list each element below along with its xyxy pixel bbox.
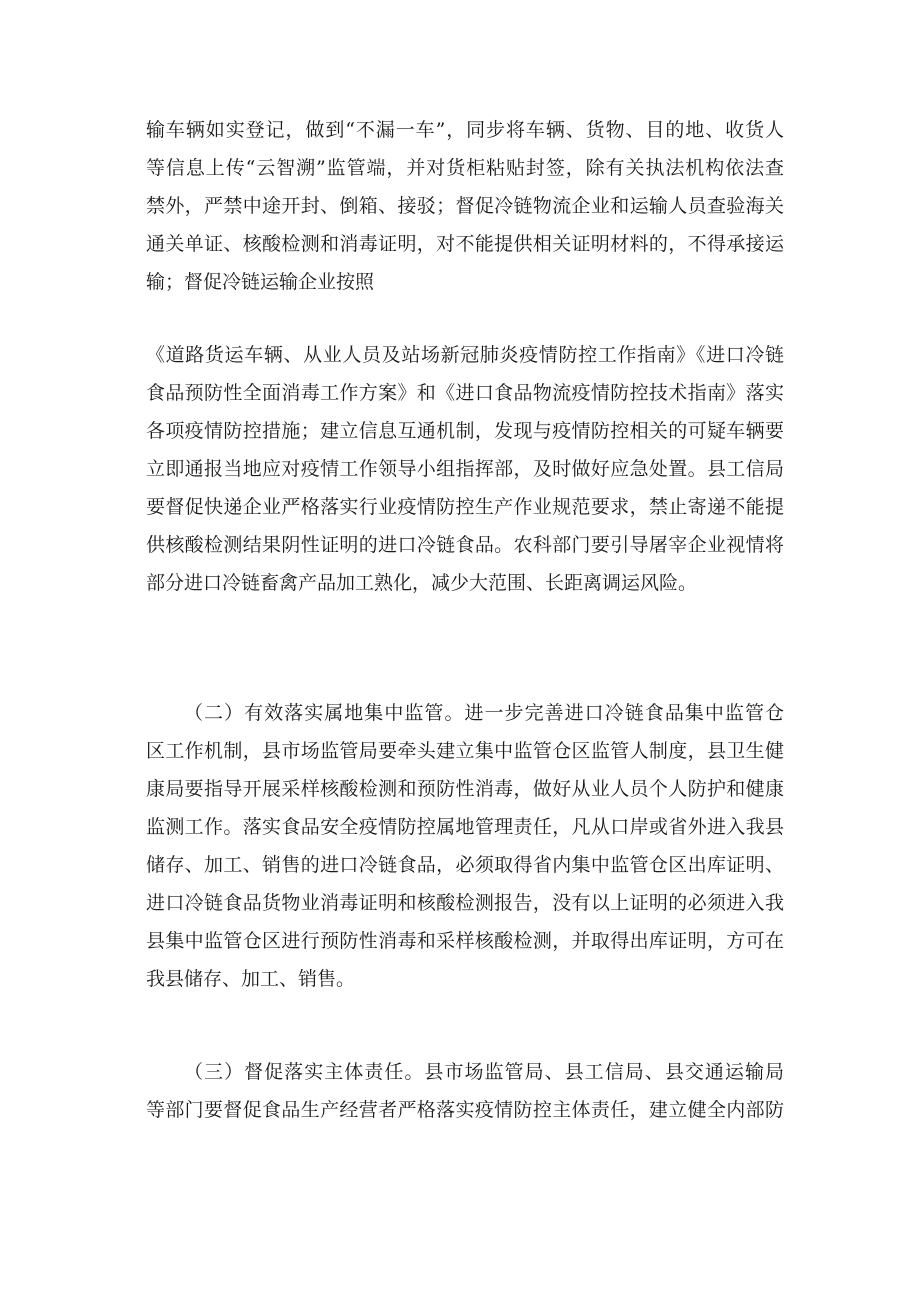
paragraph-3: [146, 694, 784, 998]
paragraph-line: 县集中监管仓区进行预防性消毒和采样核酸检测，并取得出库证明，方可在: [146, 930, 784, 952]
paragraph-line: 供核酸检测结果阴性证明的进口冷链食品。农科部门要引导屠宰企业视情将: [146, 534, 784, 556]
paragraph-line: 《道路货运车辆、从业人员及站场新冠肺炎疫情防控工作指南》《进口冷链: [146, 344, 784, 366]
paragraph-line: 食品预防性全面消毒工作方案》和《进口食品物流疫情防控技术指南》落实: [146, 382, 784, 404]
paragraph-line: 等信息上传“云智溯”监管端，并对货柜粘贴封签，除有关执法机构依法查: [146, 157, 784, 179]
paragraph-line: 各项疫情防控措施；建立信息互通机制，发现与疫情防控相关的可疑车辆要: [146, 420, 784, 442]
paragraph-line: 康局要指导开展采样核酸检测和预防性消毒，做好从业人员个人防护和健康: [146, 778, 784, 800]
paragraph-line: 立即通报当地应对疫情工作领导小组指挥部，及时做好应急处置。县工信局: [146, 458, 784, 480]
paragraph-line: 禁外，严禁中途开封、倒箱、接驳；督促冷链物流企业和运输人员查验海关: [146, 195, 784, 217]
paragraph-line: 通关单证、核酸检测和消毒证明，对不能提供相关证明材料的，不得承接运: [146, 233, 784, 255]
paragraph-line: 储存、加工、销售的进口冷链食品，必须取得省内集中监管仓区出库证明、: [146, 854, 784, 876]
paragraph-line: 等部门要督促食品生产经营者严格落实疫情防控主体责任，建立健全内部防: [146, 1099, 784, 1121]
paragraph-line: 要督促快递企业严格落实行业疫情防控生产作业规范要求，禁止寄递不能提: [146, 496, 784, 518]
paragraph-line: 部分进口冷链畜禽产品加工熟化，减少大范围、长距离调运风险。: [146, 572, 698, 594]
paragraph-line: 我县储存、加工、销售。: [146, 968, 356, 990]
paragraph-line: 输车辆如实登记，做到“不漏一车”，同步将车辆、货物、目的地、收货人: [146, 119, 784, 141]
paragraph-line: 监测工作。落实食品安全疫情防控属地管理责任，凡从口岸或省外进入我县: [146, 816, 784, 838]
paragraph-line: （二）有效落实属地集中监管。进一步完善进口冷链食品集中监管仓: [184, 702, 784, 724]
paragraph-line: 区工作机制，县市场监管局要牵头建立集中监管仓区监管人制度，县卫生健: [146, 740, 784, 762]
paragraph-4: [146, 1053, 784, 1129]
paragraph-line: 进口冷链食品货物业消毒证明和核酸检测报告，没有以上证明的必须进入我: [146, 892, 784, 914]
paragraph-line: （三）督促落实主体责任。县市场监管局、县工信局、县交通运输局: [184, 1061, 784, 1083]
paragraph-line: 输；督促冷链运输企业按照: [146, 271, 375, 293]
paragraph-2: [146, 336, 784, 602]
paragraph-1: [146, 111, 784, 301]
